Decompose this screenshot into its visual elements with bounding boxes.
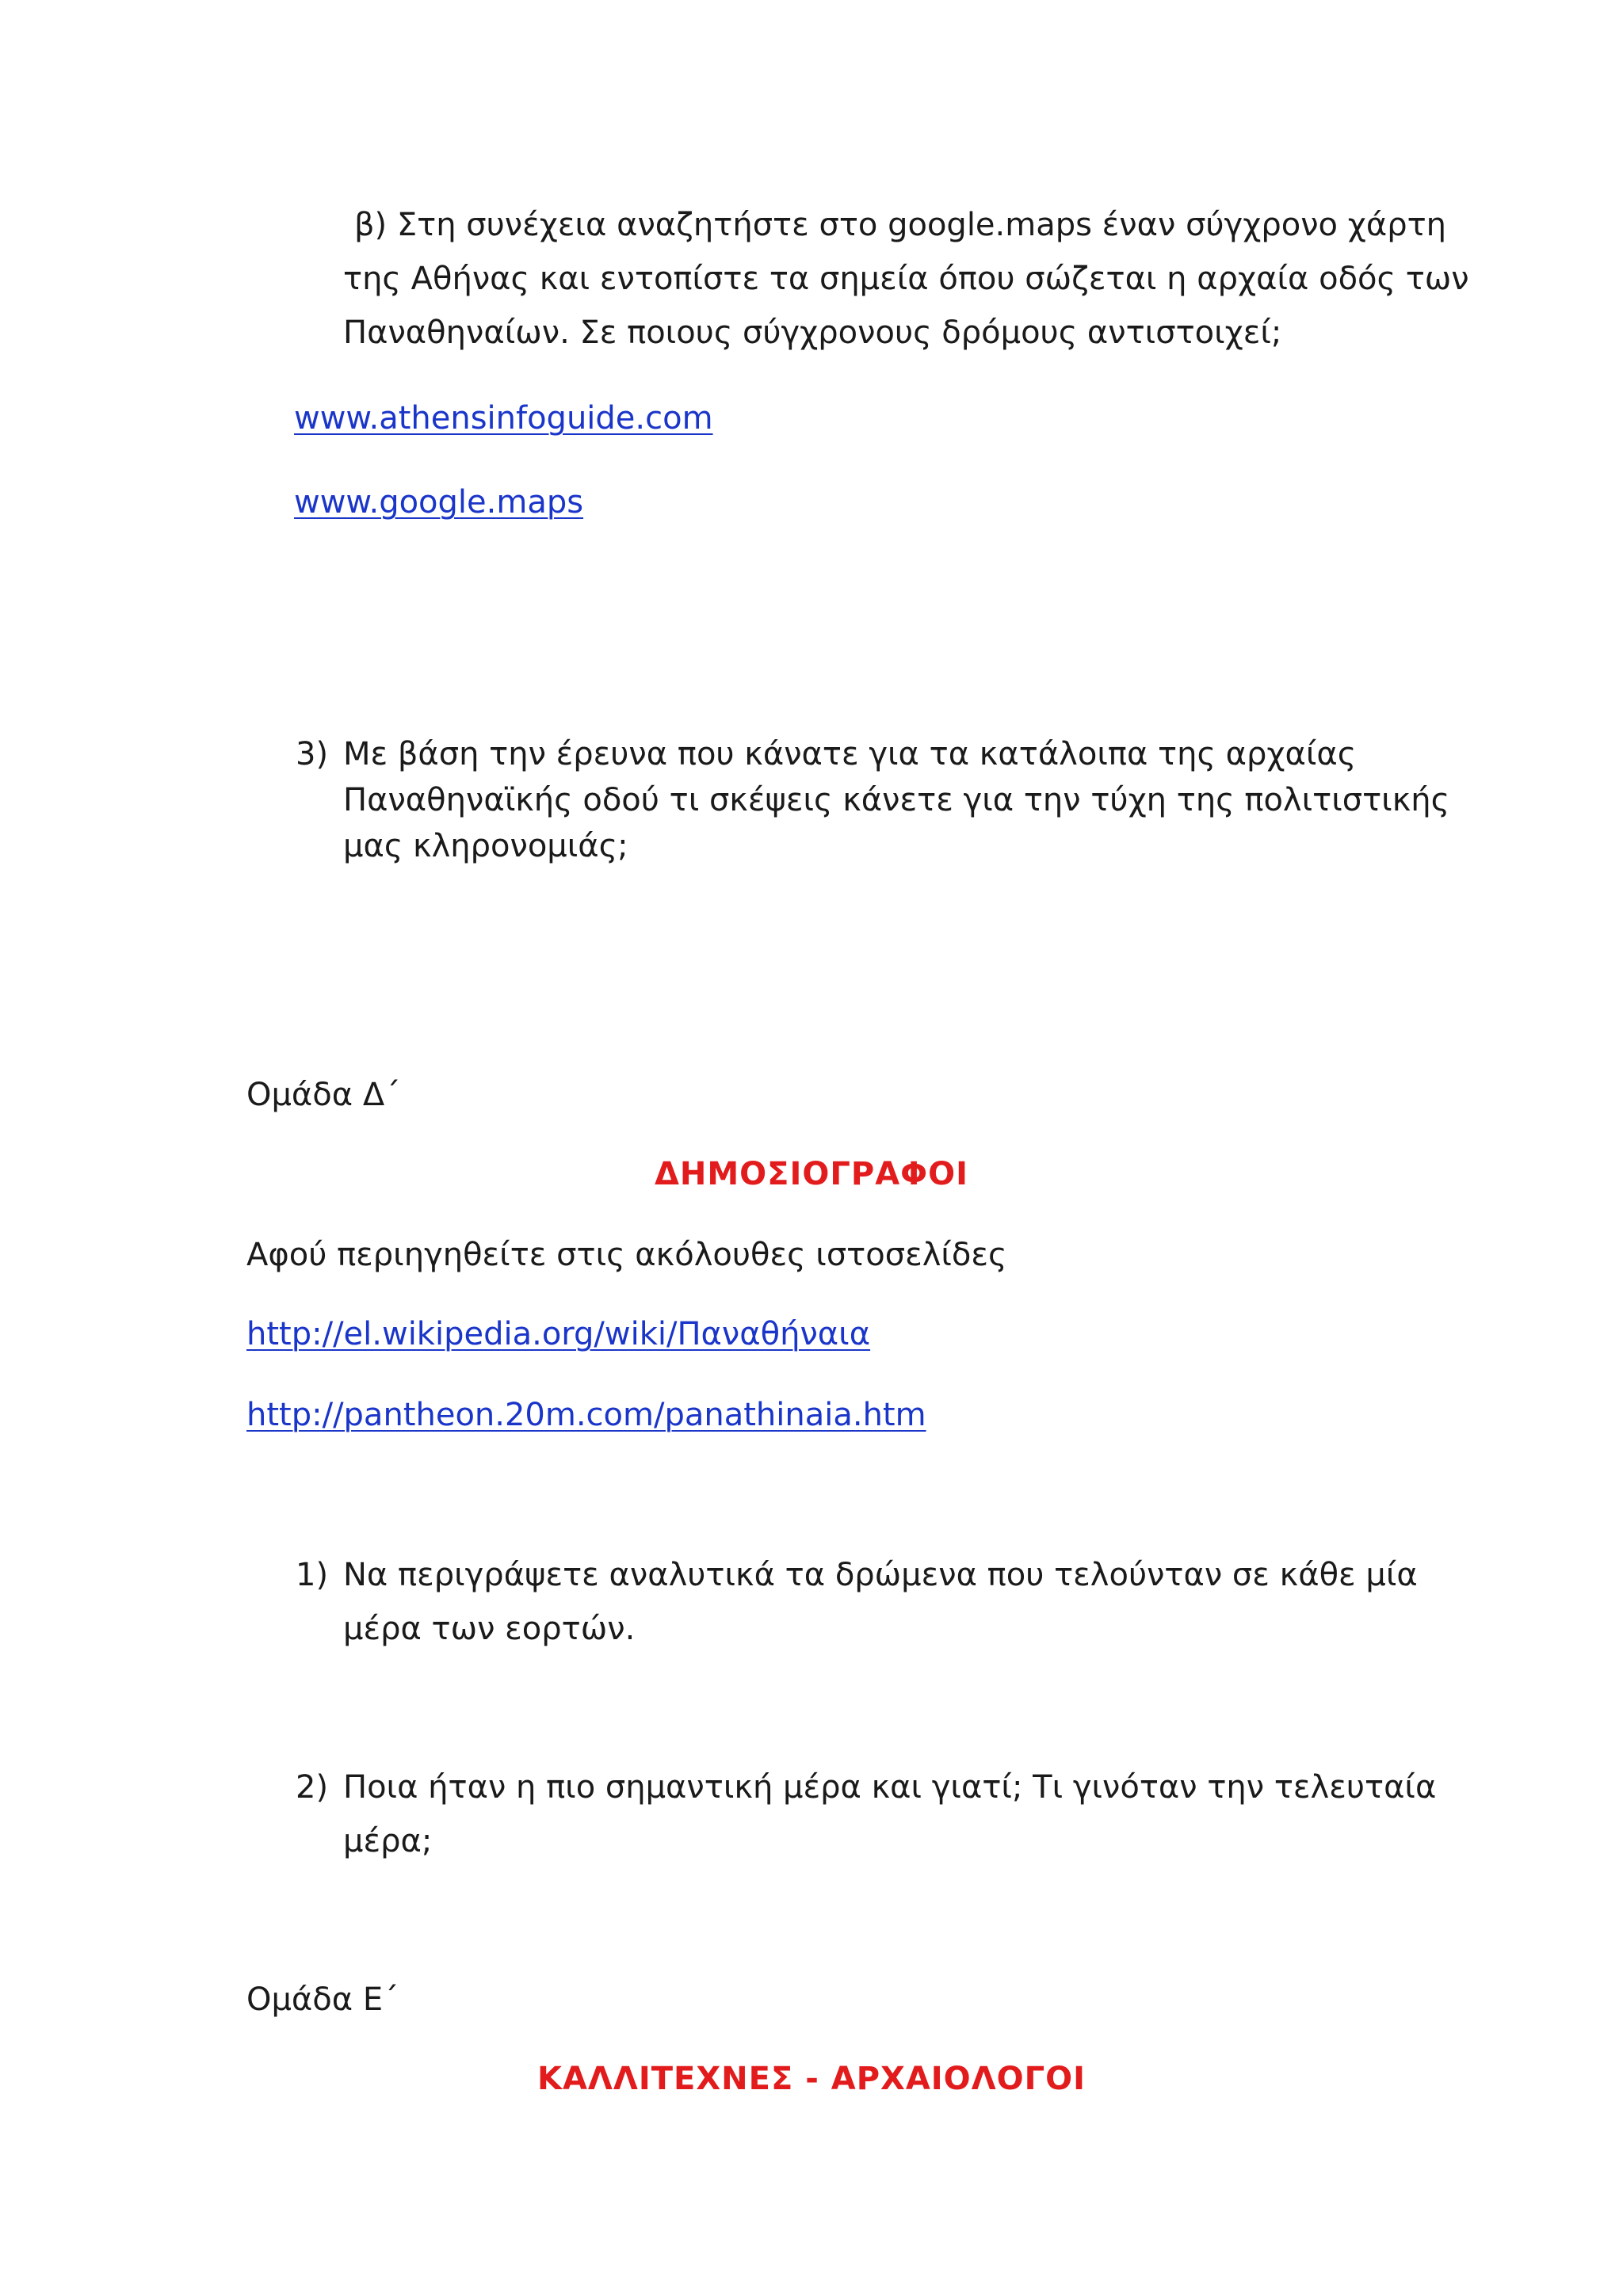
section-b-line-1: β) Στη συνέχεια αναζητήστε στο google.maps έναν σύγχρονο χάρτη xyxy=(354,207,1447,243)
section-b-line-3: Παναθηναίων. Σε ποιους σύγχρονους δρόμους αντιστοιχεί; xyxy=(343,315,1282,351)
group-d-question-2-number: 2) xyxy=(296,1769,329,1806)
group-e-title: ΚΑΛΛΙΤΕΧΝΕΣ - ΑΡΧΑΙΟΛΟΓΟΙ xyxy=(537,2061,1086,2097)
group-e-label: Ομάδα Ε΄ xyxy=(246,1981,399,2018)
section-b-line-2: της Αθήνας και εντοπίστε τα σημεία όπου σώζεται η αρχαία οδός των xyxy=(343,261,1469,297)
group-d-title: ΔΗΜΟΣΙΟΓΡΑΦΟΙ xyxy=(654,1156,969,1192)
group-d-question-2-line-2: μέρα; xyxy=(343,1823,433,1859)
link-google-maps[interactable]: www.google.maps xyxy=(294,484,584,521)
link-athensinfoguide[interactable]: www.athensinfoguide.com xyxy=(294,400,713,437)
question-3-line-3: μας κληρονομιάς; xyxy=(343,828,628,864)
group-d-question-1-line-2: μέρα των εορτών. xyxy=(343,1611,636,1647)
question-3-number: 3) xyxy=(296,736,329,772)
group-d-question-1-line-1: Να περιγράψετε αναλυτικά τα δρώμενα που τελούνταν σε κάθε μία xyxy=(343,1557,1418,1593)
link-pantheon-panathinaia[interactable]: http://pantheon.20m.com/panathinaia.htm xyxy=(246,1397,926,1433)
group-d-intro: Αφού περιηγηθείτε στις ακόλουθες ιστοσελίδες xyxy=(246,1237,1007,1273)
group-d-question-1-number: 1) xyxy=(296,1557,329,1593)
question-3-line-1: Με βάση την έρευνα που κάνατε για τα κατάλοιπα της αρχαίας xyxy=(343,736,1357,772)
link-wikipedia-panathenaia[interactable]: http://el.wikipedia.org/wiki/Παναθήναια xyxy=(246,1316,871,1352)
group-d-question-2-line-1: Ποια ήταν η πιο σημαντική μέρα και γιατί; Τι γινόταν την τελευταία xyxy=(343,1769,1437,1806)
group-d-label: Ομάδα Δ΄ xyxy=(246,1077,401,1113)
question-3-line-2: Παναθηναϊκής οδού τι σκέψεις κάνετε για την τύχη της πολιτιστικής xyxy=(343,782,1450,818)
